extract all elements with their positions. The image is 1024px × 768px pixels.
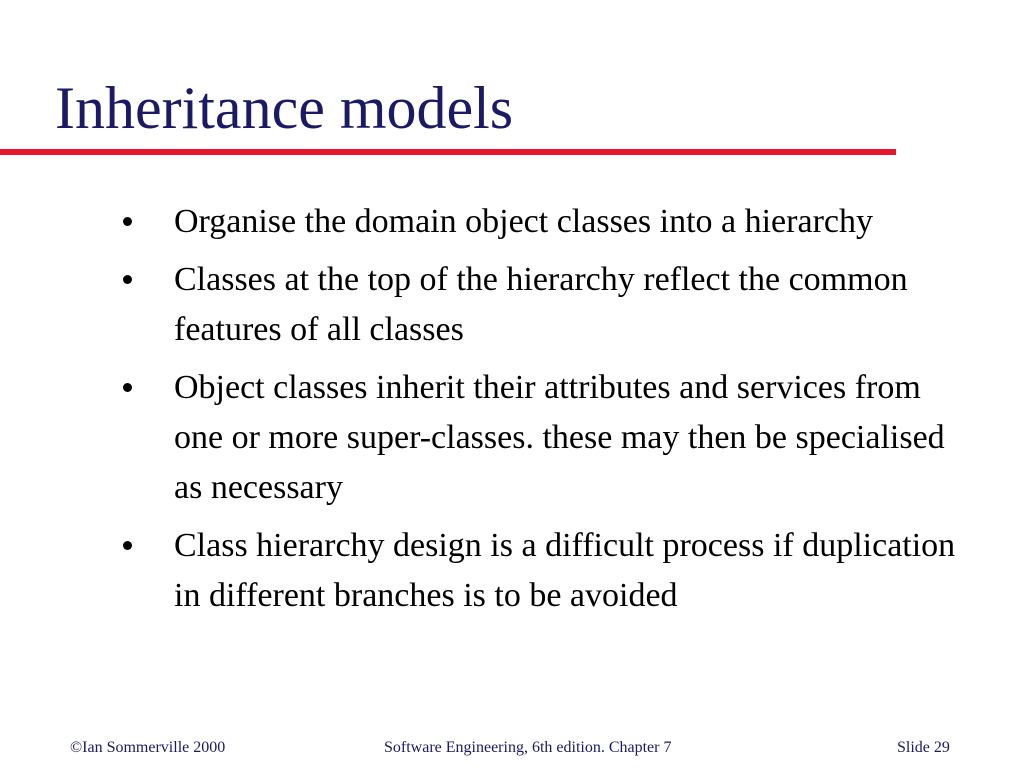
footer-course: Software Engineering, 6th edition. Chapter 7	[384, 739, 672, 756]
bullet-item	[118, 255, 978, 355]
bullet-item	[118, 521, 978, 621]
bullet-item	[118, 197, 978, 247]
bullet-list	[118, 197, 978, 629]
bullet-text: Class hierarchy design is a difficult process if duplication in different branches is to be avoided	[174, 527, 956, 614]
footer-slide-number: Slide 29	[897, 739, 950, 756]
title-underline	[0, 149, 896, 155]
slide-title: Inheritance models	[55, 75, 514, 141]
bullet-dot-icon	[123, 217, 132, 226]
footer-copyright: ©Ian Sommerville 2000	[70, 739, 226, 756]
bullet-text: Classes at the top of the hierarchy reflect the common features of all classes	[174, 261, 908, 348]
bullet-text: Object classes inherit their attributes and services from one or more super-classes. these may then be specialised as necessary	[174, 369, 945, 506]
bullet-text: Organise the domain object classes into a hierarchy	[174, 203, 873, 240]
bullet-dot-icon	[123, 275, 132, 284]
bullet-dot-icon	[123, 541, 132, 550]
bullet-dot-icon	[123, 383, 132, 392]
bullet-item	[118, 363, 978, 513]
